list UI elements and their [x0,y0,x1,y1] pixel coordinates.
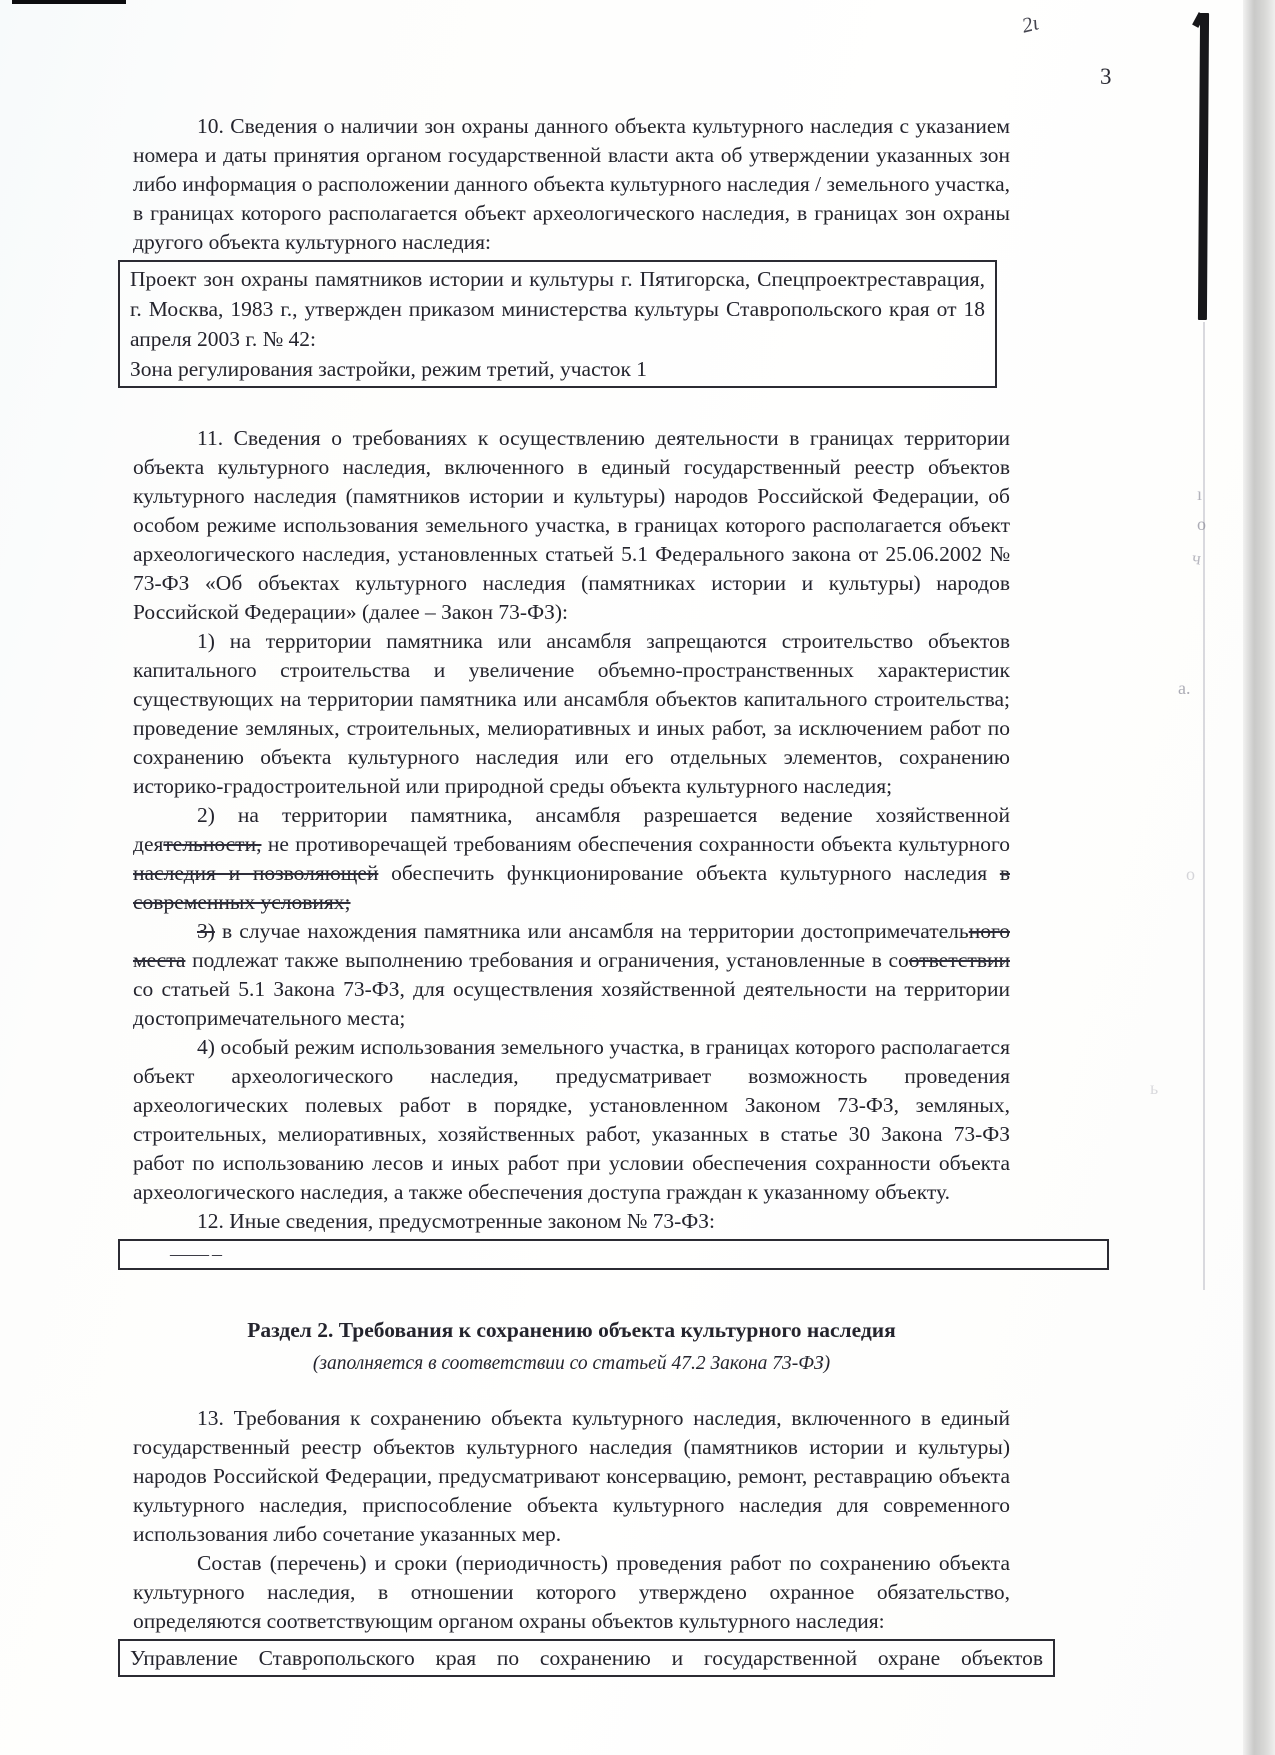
text-segment: Зона регулирования застройки, режим третий, участок 1 [130,357,648,381]
scan-artifact-top-bar [12,0,126,4]
bleed-through-mark: ı [1197,484,1203,504]
text-segment: (заполняется в соответствии со статьей 47.2 Закона 73-ФЗ) [312,1353,831,1374]
paragraph [133,917,1010,1033]
page-number: 3 [1100,64,1112,89]
scan-artifact-faint-line [1203,322,1205,1290]
text-segment: 12. Иные сведения, предусмотренные законом № 73-ФЗ: [197,1209,715,1233]
text-segment: подлежат также выполнению требования и ограничения, установленные в со [185,948,909,972]
text-segment: 13. Требования к сохранению объекта культурного наследия, включенного в единый государственный реестр объектов культурного наследия (памятников истории и культуры) народов Российской Федерации, предусматривают консервацию, ремонт, реставрацию объекта культурного наследия, приспособление объекта культурного наследия для современного использования либо сочетание указанных мер. [133,1406,1010,1546]
paragraph [133,1549,1010,1636]
text-segment: Раздел 2. Требования к сохранению объекта культурного наследия [247,1318,896,1342]
box-paragraph [130,354,985,384]
pen-struck-text: 3) [197,919,215,943]
text-segment: Управление Ставропольского края по сохранению и государственной охране объектов [130,1646,1043,1670]
paragraph [133,1033,1010,1207]
paragraph [133,801,1010,917]
box-paragraph [130,1643,1043,1673]
pen-struck-text: в современных условиях; [133,861,1010,914]
other-information-box [118,1239,1109,1270]
page-edge-shadow [1243,0,1275,1755]
bleed-through-mark: о [1186,864,1195,884]
section-heading [133,1316,1010,1345]
pen-struck-text: ного места [133,919,1010,972]
bleed-through-mark: о [1197,514,1206,534]
text-segment: в случае нахождения памятника или ансамбля на территории достопримечатель [214,919,969,943]
paragraph [133,424,1010,627]
box-paragraph [130,1242,1097,1267]
text-segment: 2) на территории памятника, ансамбля разрешается ведение хозяйственной дея [133,803,1010,856]
paragraph [133,1404,1010,1549]
pen-struck-text: ответствии [908,948,1010,972]
authority-box [118,1639,1055,1677]
protection-zones-box [118,260,997,388]
text-segment: Проект зон охраны памятников истории и культуры г. Пятигорска, Спецпроектреставрация, г. Москва, 1983 г., утвержден приказом министерства культуры Ставропольского края от 18 апреля 2003 г. № 42: [130,267,985,351]
bleed-through-mark: ь [1150,1078,1159,1098]
box-paragraph [130,264,985,354]
text-segment: 1) на территории памятника или ансамбля запрещаются строительство объектов капитального строительства и увеличение объемно-пространственных характеристик существующих на территории памятника или ансамбля объектов капитального строительства; проведение земляных, строительных, мелиоративных и иных работ, за исключением работ по сохранению объекта культурного наследия или его отдельных элементов, сохранению историко-градостроительной или природной среды объекта культурного наследия; [133,629,1010,798]
text-segment: обеспечить функционирование объекта культурного наследия [378,861,1000,885]
bleed-through-mark: ч [1190,547,1203,569]
text-segment: —— – [170,1243,221,1265]
section-subheading [133,1349,1010,1378]
paragraph [133,627,1010,801]
document-content [130,112,1043,1677]
text-segment: Состав (перечень) и сроки (периодичность) проведения работ по сохранению объекта культурного наследия, в отношении которого утверждено охранное обязательство, определяются соответствующим органом охраны объектов культурного наследия: [133,1551,1010,1633]
pen-struck-text: тельности, [163,832,262,856]
text-segment: со статьей 5.1 Закона 73-ФЗ, для осуществления хозяйственной деятельности на территории достопримечательного места; [133,977,1010,1030]
handwritten-mark: 2ι [1019,10,1041,38]
paragraph [133,112,1010,257]
bleed-through-mark: а. [1178,678,1191,698]
paragraph [133,1207,1010,1236]
pen-struck-text: наследия и позволяющей [133,861,379,885]
text-segment: не противоречащей требованиям обеспечения сохранности объекта культурного [261,832,1010,856]
text-segment: 10. Сведения о наличии зон охраны данного объекта культурного наследия с указанием номера и даты принятия органом государственной власти акта об утверждении указанных зон либо информация о расположении данного объекта культурного наследия / земельного участка, в границах которого располагается объект археологического наследия, в границах зон охраны другого объекта культурного наследия: [133,114,1010,254]
text-segment: 11. Сведения о требованиях к осуществлению деятельности в границах территории объекта культурного наследия, включенного в единый государственный реестр объектов культурного наследия (памятников истории и культуры) народов Российской Федерации, об особом режиме использования земельного участка, в границах которого располагается объект археологического наследия, установленных статьей 5.1 Федерального закона от 25.06.2002 № 73-ФЗ «Об объектах культурного наследия (памятниках истории и культуры) народов Российской Федерации» (далее – Закон 73-ФЗ): [133,426,1010,624]
scan-artifact-vertical-line [1198,13,1209,320]
text-segment: 4) особый режим использования земельного участка, в границах которого располагается объект археологического наследия, предусматривает возможность проведения археологических полевых работ в порядке, установленном Законом 73-ФЗ, земляных, строительных, мелиоративных, хозяйственных работ, указанных в статье 30 Закона 73-ФЗ работ по использованию лесов и иных работ при условии обеспечения сохранности объекта археологического наследия, а также обеспечения доступа граждан к указанному объекту. [133,1035,1010,1204]
